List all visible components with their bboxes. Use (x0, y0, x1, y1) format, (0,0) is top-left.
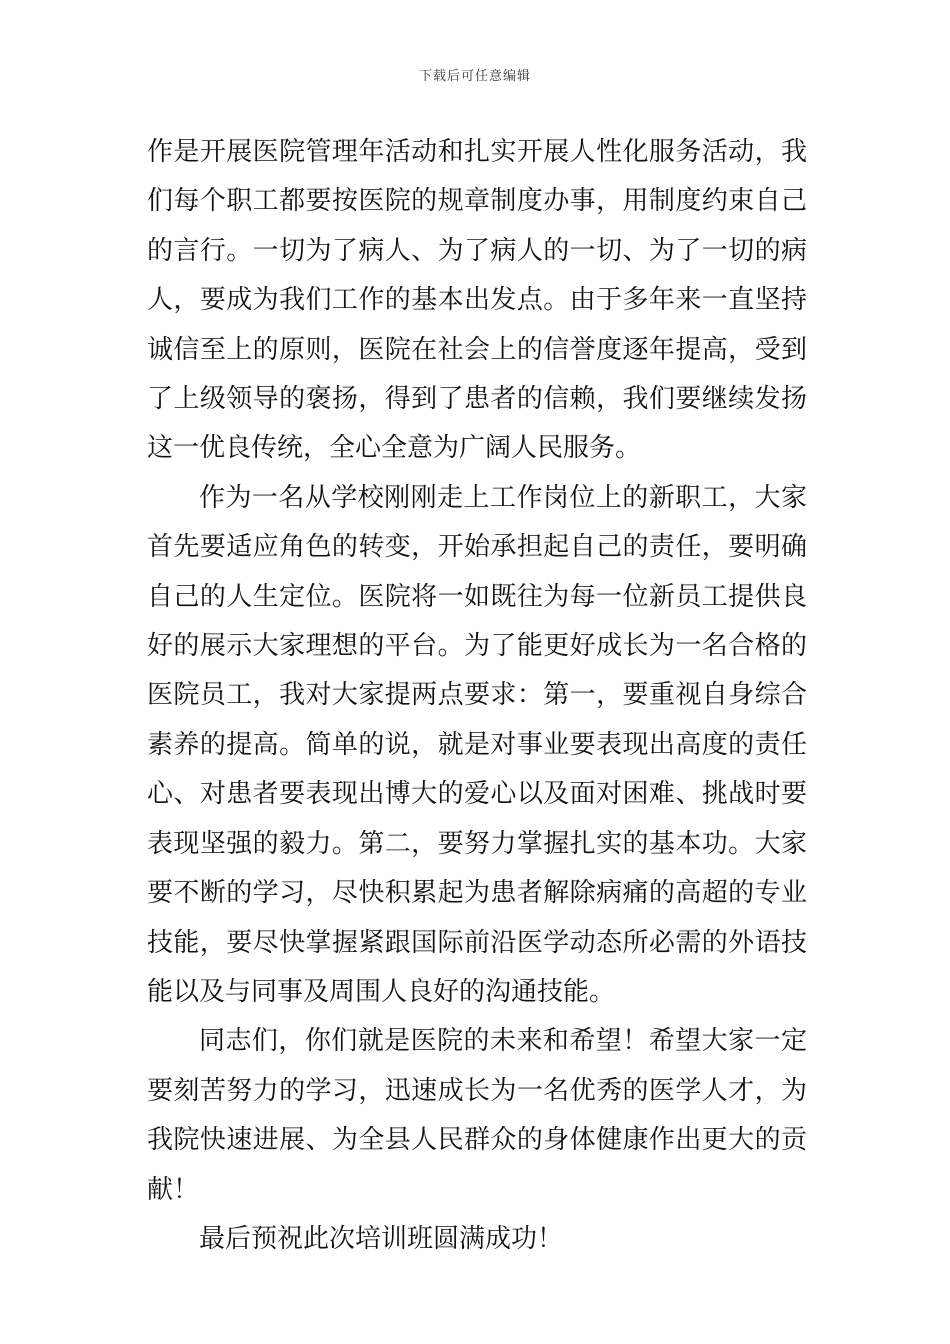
paragraph-1: 作是开展医院管理年活动和扎实开展人性化服务活动，我们每个职工都要按医院的规章制度办事，用制度约束自己的言行。一切为了病人、为了病人的一切、为了一切的病人，要成为我们工作的基本出发点。由于多年来一直坚持诚信至上的原则，医院在社会上的信誉度逐年提高，受到了上级领导的褒扬，得到了患者的信赖，我们要继续发扬这一优良传统，全心全意为广阔人民服务。 (147, 137, 807, 464)
paragraph-3: 同志们，你们就是医院的未来和希望！希望大家一定要刻苦努力的学习，迅速成长为一名优秀的医学人才，为我院快速进展、为全县人民群众的身体健康作出更大的贡献！ (147, 1026, 807, 1205)
paragraph-2: 作为一名从学校刚刚走上工作岗位上的新职工，大家首先要适应角色的转变，开始承担起自己的责任，要明确自己的人生定位。医院将一如既往为每一位新员工提供良好的展示大家理想的平台。为了能更好成长为一名合格的医院员工，我对大家提两点要求：第一，要重视自身综合素养的提高。简单的说，就是对事业要表现出高度的责任心、对患者要表现出博大的爱心以及面对困难、挑战时要表现坚强的毅力。第二，要努力掌握扎实的基本功。大家要不断的学习，尽快积累起为患者解除病痛的高超的专业技能，要尽快掌握紧跟国际前沿医学动态所必需的外语技能以及与同事及周围人良好的沟通技能。 (147, 482, 807, 1007)
document-body (147, 128, 807, 1264)
page-header: 下载后可任意编辑 (418, 69, 531, 84)
paragraph-4: 最后预祝此次培训班圆满成功！ (199, 1223, 564, 1254)
